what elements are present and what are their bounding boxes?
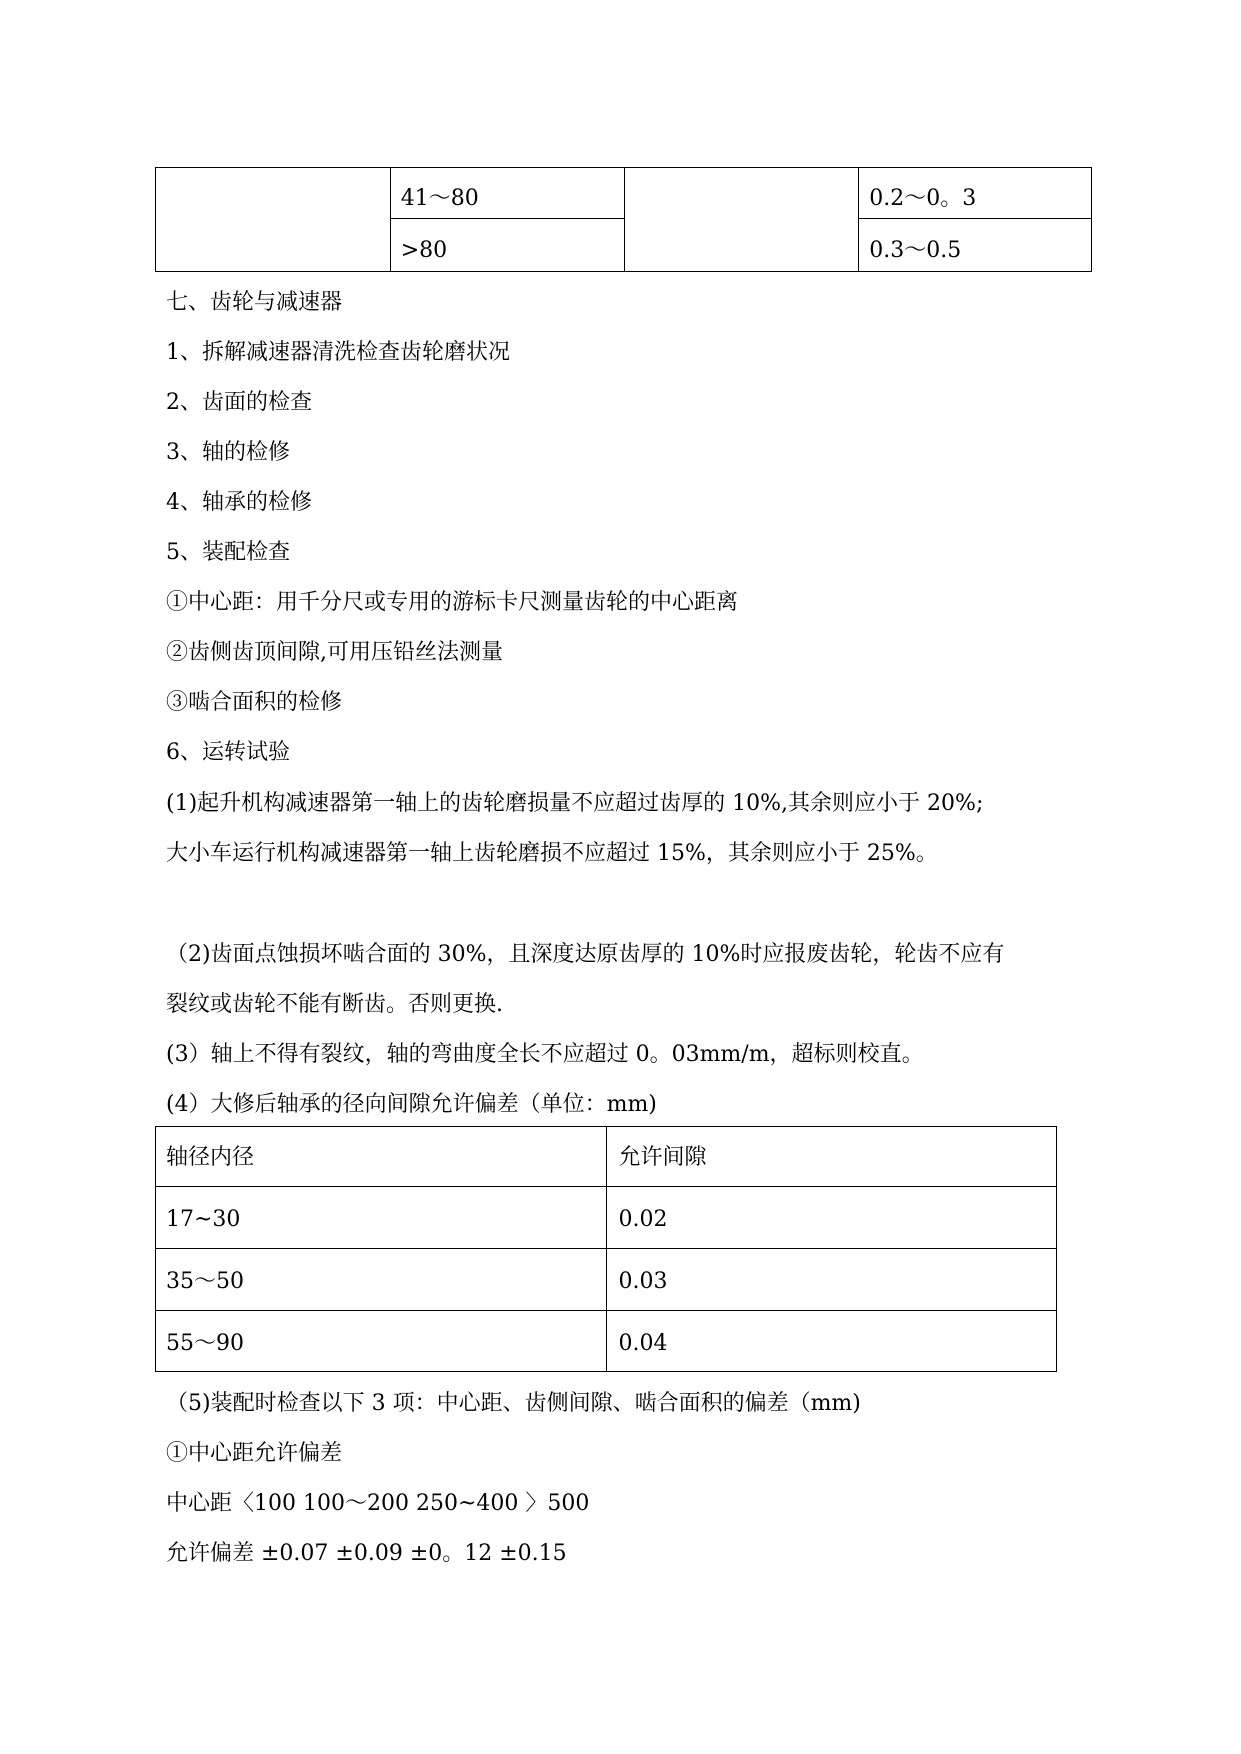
top-table-value: 0.2～0。3 — [869, 186, 977, 211]
table-header: 轴径内径 — [166, 1145, 255, 1170]
table-cell — [156, 1311, 607, 1372]
table-cell — [156, 1249, 607, 1311]
paragraph-1-line-2: 大小车运行机构减速器第一轴上齿轮磨损不应超过 15%，其余则应小于 25%。 — [166, 841, 938, 866]
table-cell-text: 0.03 — [618, 1269, 668, 1294]
top-table — [155, 167, 1092, 272]
paragraph-4: (4）大修后轴承的径向间隙允许偏差（单位：mm) — [166, 1092, 657, 1117]
list-item: 4、轴承的检修 — [166, 490, 312, 515]
paragraph-1-line-1: (1)起升机构减速器第一轴上的齿轮磨损量不应超过齿厚的 10%,其余则应小于 20%; — [166, 791, 984, 816]
table-cell-text: 0.02 — [618, 1207, 668, 1232]
list-item: ①中心距：用千分尺或专用的游标卡尺测量齿轮的中心距离 — [166, 590, 739, 615]
list-item: 5、装配检查 — [166, 540, 290, 565]
bearing-clearance-table — [155, 1126, 1057, 1372]
list-item: 3、轴的检修 — [166, 440, 290, 465]
table-cell-text: 35～50 — [166, 1269, 244, 1294]
list-item: 2、齿面的检查 — [166, 390, 312, 415]
top-table-range-cell — [390, 168, 625, 219]
top-table-value: 0.3～0.5 — [869, 238, 962, 263]
top-table-range: >80 — [400, 238, 448, 263]
table-cell-text: 17~30 — [166, 1207, 241, 1232]
table-header: 允许间隙 — [618, 1145, 707, 1170]
table-header-cell — [606, 1127, 1057, 1187]
top-table-value-cell — [859, 168, 1092, 219]
list-item: 1、拆解减速器清洗检查齿轮磨状况 — [166, 340, 510, 365]
paragraph-2-line-1: （2)齿面点蚀损坏啮合面的 30%，且深度达原齿厚的 10%时应报废齿轮，轮齿不应有 — [166, 942, 1005, 967]
subsection-title: ①中心距允许偏差 — [166, 1441, 343, 1466]
paragraph-5: （5)装配时检查以下 3 项：中心距、齿侧间隙、啮合面积的偏差（mm) — [166, 1391, 861, 1416]
table-cell-text: 55～90 — [166, 1331, 244, 1356]
top-table-blank-cell — [156, 168, 391, 272]
list-item: 6、运转试验 — [166, 740, 290, 765]
center-distance-line: 中心距〈100 100～200 250~400 〉500 — [166, 1491, 590, 1516]
tolerance-line: 允许偏差 ±0.07 ±0.09 ±0。12 ±0.15 — [166, 1541, 567, 1566]
top-table-range-cell — [390, 219, 625, 272]
table-cell — [606, 1187, 1057, 1249]
top-table-blank-cell — [625, 168, 859, 272]
table-header-cell — [156, 1127, 607, 1187]
top-table-range: 41～80 — [400, 186, 479, 211]
top-table-value-cell — [859, 219, 1092, 272]
list-item: ②齿侧齿顶间隙,可用压铅丝法测量 — [166, 640, 503, 665]
table-cell — [606, 1249, 1057, 1311]
list-item: ③啮合面积的检修 — [166, 690, 343, 715]
paragraph-3: (3）轴上不得有裂纹，轴的弯曲度全长不应超过 0。03mm/m，超标则校直。 — [166, 1042, 924, 1067]
table-cell — [156, 1187, 607, 1249]
table-cell-text: 0.04 — [618, 1331, 668, 1356]
section-title: 七、齿轮与减速器 — [166, 290, 343, 315]
paragraph-2-line-2: 裂纹或齿轮不能有断齿。否则更换. — [166, 992, 503, 1017]
table-cell — [606, 1311, 1057, 1372]
